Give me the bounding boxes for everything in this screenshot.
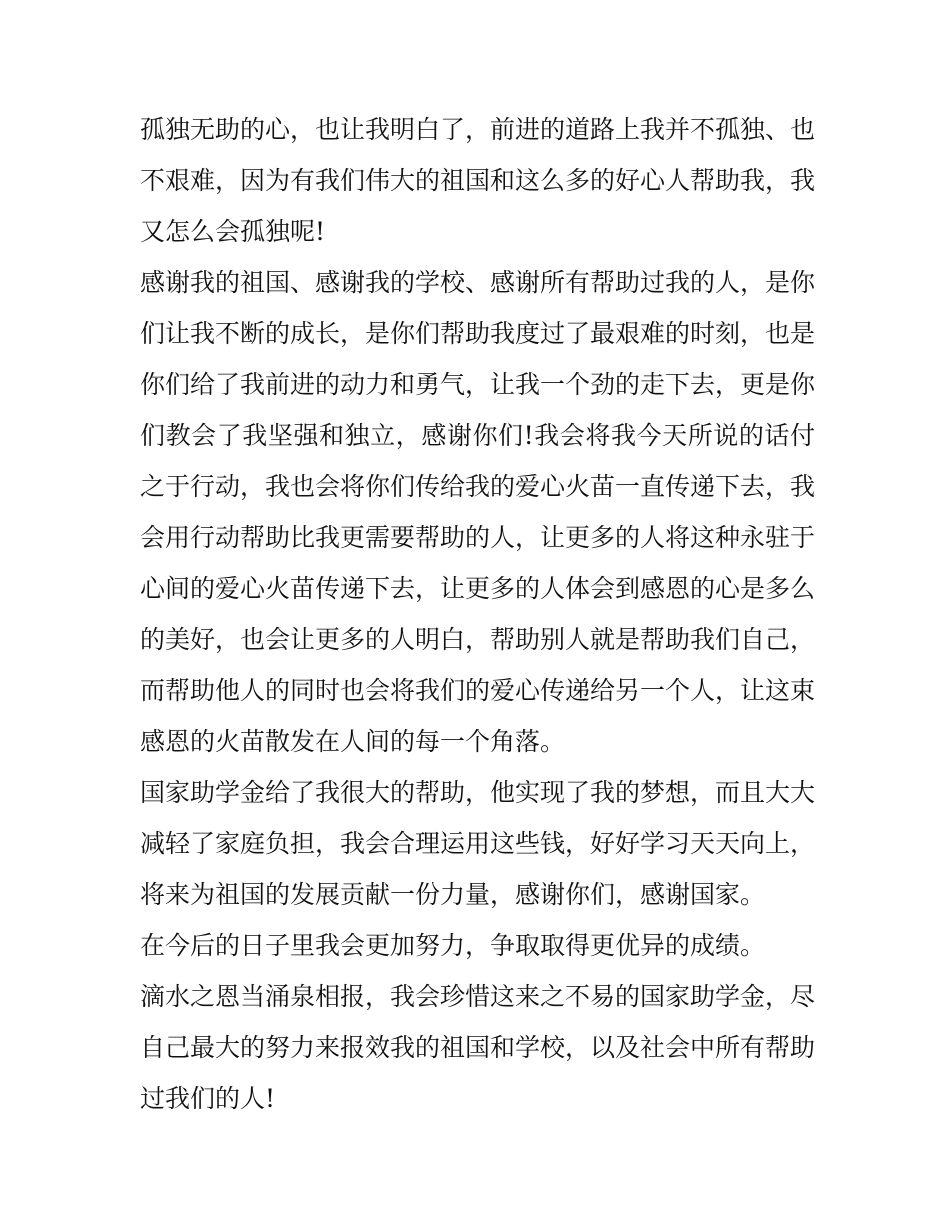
text-line: 减轻了家庭负担，我会合理运用这些钱，好好学习天天向上， bbox=[140, 829, 816, 858]
text-line: 滴水之恩当涌泉相报，我会珍惜这来之不易的国家助学金，尽 bbox=[140, 982, 816, 1011]
text-line: 的美好，也会让更多的人明白，帮助别人就是帮助我们自己， bbox=[140, 625, 816, 654]
text-line: 过我们的人! bbox=[140, 1084, 276, 1113]
text-line: 自己最大的努力来报效我的祖国和学校，以及社会中所有帮助 bbox=[140, 1033, 816, 1062]
text-line: 感恩的火苗散发在人间的每一个角落。 bbox=[140, 727, 566, 756]
text-line: 心间的爱心火苗传递下去，让更多的人体会到感恩的心是多么 bbox=[140, 574, 816, 603]
text-line: 国家助学金给了我很大的帮助，他实现了我的梦想，而且大大 bbox=[140, 778, 816, 807]
text-line: 之于行动，我也会将你们传给我的爱心火苗一直传递下去，我 bbox=[140, 472, 816, 501]
text-line: 们教会了我坚强和独立，感谢你们!我会将我今天所说的话付 bbox=[140, 421, 815, 450]
text-line: 你们给了我前进的动力和勇气，让我一个劲的走下去，更是你 bbox=[140, 370, 816, 399]
body-text bbox=[140, 104, 815, 1124]
text-line: 又怎么会孤独呢! bbox=[140, 217, 326, 246]
text-line: 孤独无助的心，也让我明白了，前进的道路上我并不孤独、也 bbox=[140, 115, 816, 144]
text-line: 会用行动帮助比我更需要帮助的人，让更多的人将这种永驻于 bbox=[140, 523, 816, 552]
text-line: 在今后的日子里我会更加努力，争取取得更优异的成绩。 bbox=[140, 931, 766, 960]
text-line: 不艰难，因为有我们伟大的祖国和这么多的好心人帮助我，我 bbox=[140, 166, 816, 195]
text-line: 将来为祖国的发展贡献一份力量，感谢你们，感谢国家。 bbox=[140, 880, 766, 909]
text-line: 们让我不断的成长，是你们帮助我度过了最艰难的时刻，也是 bbox=[140, 319, 816, 348]
text-line: 而帮助他人的同时也会将我们的爱心传递给另一个人，让这束 bbox=[140, 676, 816, 705]
text-line: 感谢我的祖国、感谢我的学校、感谢所有帮助过我的人，是你 bbox=[140, 268, 816, 297]
